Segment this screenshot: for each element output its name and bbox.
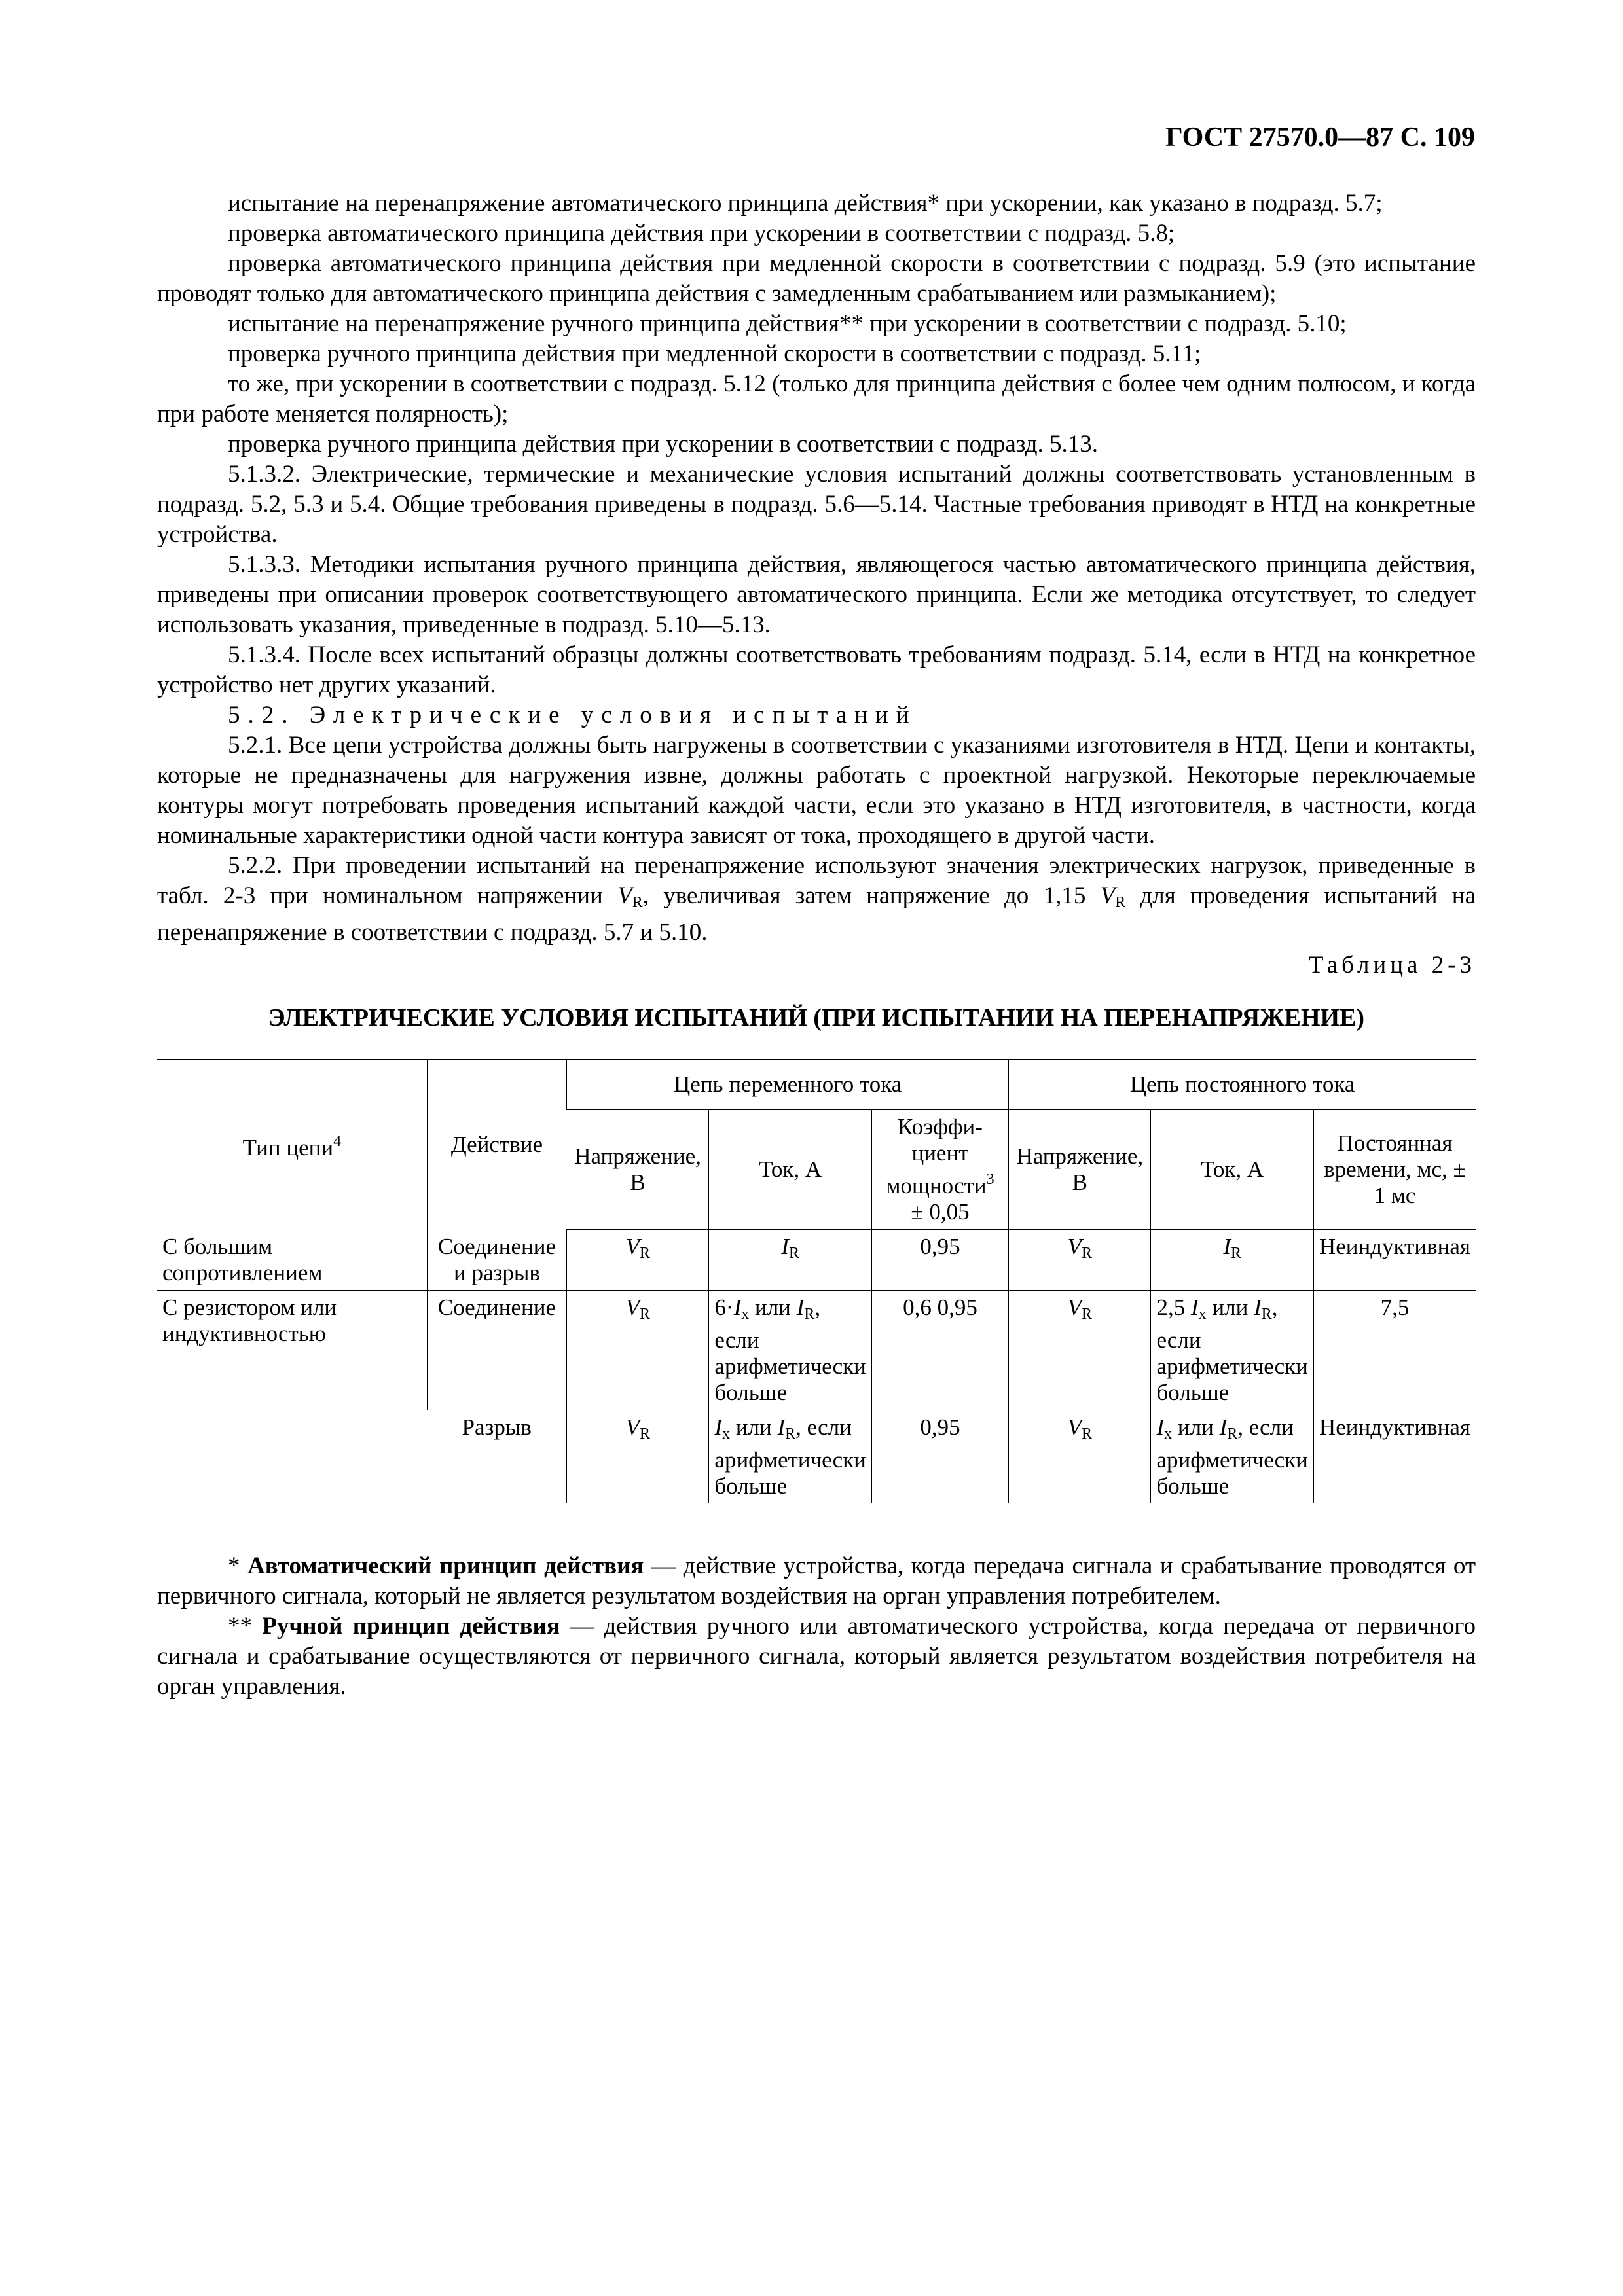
subscript: R [1227,1425,1238,1443]
symbol: V [625,1234,640,1259]
paragraph: проверка ручного принципа действия при ускорении в соответствии с подразд. 5.13. [228,431,1099,457]
header-ac-voltage: Напряжение, В [567,1110,709,1230]
text: или [1206,1294,1254,1320]
table-caption: Таблица 2-3 [1308,952,1476,978]
footnote [157,1551,1476,1611]
cell: 0,6 0,95 [871,1290,1008,1410]
text: для проведения испытаний на перенапряжение в соответствии с подразд. 5.7 и 5.10. [157,882,1476,946]
paragraph: проверка автоматического принципа действия при ускорении в соответствии с подразд. 5.8; [228,220,1175,247]
subscript: R [632,894,643,911]
subscript: R [785,1425,796,1443]
symbol: I [714,1414,723,1440]
text: или [730,1414,772,1440]
cell [1009,1230,1151,1291]
text: Коэффи-циент мощности [886,1114,987,1198]
text: , увеличивая затем напряжение до 1,15 [642,882,1101,909]
table-title: ЭЛЕКТРИЧЕСКИЕ УСЛОВИЯ ИСПЫТАНИЙ (ПРИ ИСПЫТАНИИ НА ПЕРЕНАПРЯЖЕНИЕ) [268,1004,1365,1031]
subscript: R [1231,1245,1242,1262]
footnote-mark: ** [228,1613,263,1640]
symbol: V [1067,1414,1082,1440]
header-power-factor [871,1110,1008,1230]
cell: С большим сопротивлением [157,1230,427,1291]
subscript: R [1261,1305,1272,1323]
header-action: Действие [427,1060,567,1230]
symbol: V [617,882,632,909]
text: или [749,1294,791,1320]
header-ac: Цепь переменного тока [567,1060,1009,1110]
symbol: I [781,1234,789,1259]
footnote-term: Ручной принцип действия [262,1613,560,1640]
cell: 0,95 [871,1230,1008,1291]
cell [709,1290,871,1410]
symbol: V [1067,1294,1082,1320]
subscript: x [741,1305,750,1323]
cell [567,1290,709,1410]
symbol: V [1067,1234,1082,1259]
text: , если арифметически больше [714,1414,866,1499]
subscript: R [639,1245,650,1262]
cell [567,1230,709,1291]
text: 5.2.2. При проведении испытаний на перенапряжение используют значения электрических нагрузок, приведенные в табл. 2-3 при номинальном напряжении [157,852,1476,909]
text: 6· [714,1294,734,1320]
header-dc: Цепь постоянного тока [1009,1060,1476,1110]
cell: Разрыв [462,1414,532,1440]
cell [567,1410,709,1503]
footnote-ref: 3 [986,1171,994,1188]
header-ac-current: Ток, А [709,1110,871,1230]
paragraph: 5.1.3.3. Методики испытания ручного принципа действия, являющегося частью автоматического принципа действия, приведены при описании проверок соответствующего автоматического принципа. Если же методика отсутствует, то следует использовать указания, приведенные в подразд. 5.10—5.13. [157,551,1476,638]
subscript: R [639,1305,650,1323]
footnote-text: — действие устройства, когда передача сигнала и срабатывание проводятся от первичного сигнала, который не является результатом воздействия на орган управления потребителем. [157,1552,1476,1609]
symbol: I [1219,1414,1228,1440]
subscript: R [1081,1305,1092,1323]
cell [1151,1410,1313,1503]
cell: Соединение и разрыв [427,1230,567,1291]
conditions-table [157,1059,1476,1503]
cell [1151,1230,1313,1291]
symbol: I [777,1414,786,1440]
paragraph: проверка автоматического принципа действия при медленной скорости в соответствии с подразд. 5.9 (это испытание проводят только для автоматического принципа действия с замедленным срабатыванием или размыканием); [157,250,1476,307]
text: , если арифметически больше [714,1294,866,1405]
subscript: R [1081,1245,1092,1262]
symbol: I [1156,1414,1165,1440]
paragraph: 5.1.3.4. После всех испытаний образцы должны соответствовать требованиям подразд. 5.14, если в НТД на конкретное устройство нет других указаний. [157,641,1476,698]
text: , если арифметически больше [1156,1414,1308,1499]
cell: Неиндуктивная [1313,1410,1476,1503]
cell [1009,1290,1151,1410]
tolerance: ± 0,05 [911,1199,970,1225]
paragraph: 5.1.3.2. Электрические, термические и механические условия испытаний должны соответствовать установленным в подразд. 5.2, 5.3 и 5.4. Общие требования приведены в подразд. 5.6—5.14. Частные требования приводят в НТД на конкретные устройства. [157,461,1476,548]
cell [709,1410,871,1503]
header-circuit-type [157,1060,427,1230]
cell [709,1230,871,1291]
symbol: I [796,1294,805,1320]
paragraph: 5.2.1. Все цепи устройства должны быть нагружены в соответствии с указаниями изготовителя в НТД. Цепи и контакты, которые не предназначены для нагружения извне, должны работать с проектной нагрузкой. Некоторые переключаемые контуры могут потребовать проведения испытаний каждой части, если это указано в НТД изготовителя, в частности, когда номинальные характеристики одной части контура зависят от тока, проходящего в другой части. [157,732,1476,849]
header-dc-voltage: Напряжение, В [1009,1110,1151,1230]
subscript: R [804,1305,815,1323]
symbol: I [1223,1234,1231,1259]
paragraph: то же, при ускорении в соответствии с подразд. 5.12 (только для принципа действия с более чем одним полюсом, и когда при работе меняется полярность); [157,370,1476,427]
cell [1151,1290,1313,1410]
section-heading: 5.2. Электрические условия испытаний [228,702,917,728]
footnote-term: Автоматический принцип действия [247,1552,644,1579]
symbol: I [1190,1294,1199,1320]
subscript: x [1198,1305,1207,1323]
header-dc-current: Ток, А [1151,1110,1313,1230]
subscript: R [639,1425,650,1443]
paragraph: испытание на перенапряжение автоматического принципа действия* при ускорении, как указано в подразд. 5.7; [228,190,1383,217]
symbol: I [733,1294,742,1320]
footnote-mark: * [228,1552,248,1579]
cell: С резистором или индуктивностью [157,1290,427,1503]
cell: Неиндуктивная [1313,1230,1476,1291]
page-header: ГОСТ 27570.0—87 С. 109 [1165,122,1475,152]
document-body [157,188,1476,1702]
text: , если арифметически больше [1156,1294,1308,1405]
cell: Соединение [427,1290,567,1410]
subscript: R [1081,1425,1092,1443]
text: Тип цепи [242,1134,334,1160]
subscript: R [788,1245,799,1262]
cell [1009,1410,1151,1503]
header-time-constant: Постоянная времени, мс, ± 1 мс [1313,1110,1476,1230]
paragraph: проверка ручного принципа действия при медленной скорости в соответствии с подразд. 5.11; [228,340,1201,367]
symbol: V [625,1414,640,1440]
footnote [157,1611,1476,1702]
subscript: x [1164,1425,1173,1443]
symbol: V [1100,882,1116,909]
cell: 7,5 [1313,1290,1476,1410]
footnote-text: — действия ручного или автоматического устройства, когда передача от первичного сигнала и срабатывание осуществляются от первичного сигнала, который является результатом воздействия потребителя на орган управления. [157,1613,1476,1700]
symbol: I [1254,1294,1262,1320]
text: 2,5 [1156,1294,1191,1320]
cell: 0,95 [871,1410,1008,1503]
symbol: V [625,1294,640,1320]
text: или [1172,1414,1214,1440]
paragraph: испытание на перенапряжение ручного принципа действия** при ускорении в соответствии с подразд. 5.10; [228,310,1347,337]
footnote-ref: 4 [333,1132,342,1150]
subscript: x [722,1425,731,1443]
footnotes [157,1551,1476,1702]
paragraph-522 [157,851,1476,948]
subscript: R [1115,894,1126,911]
